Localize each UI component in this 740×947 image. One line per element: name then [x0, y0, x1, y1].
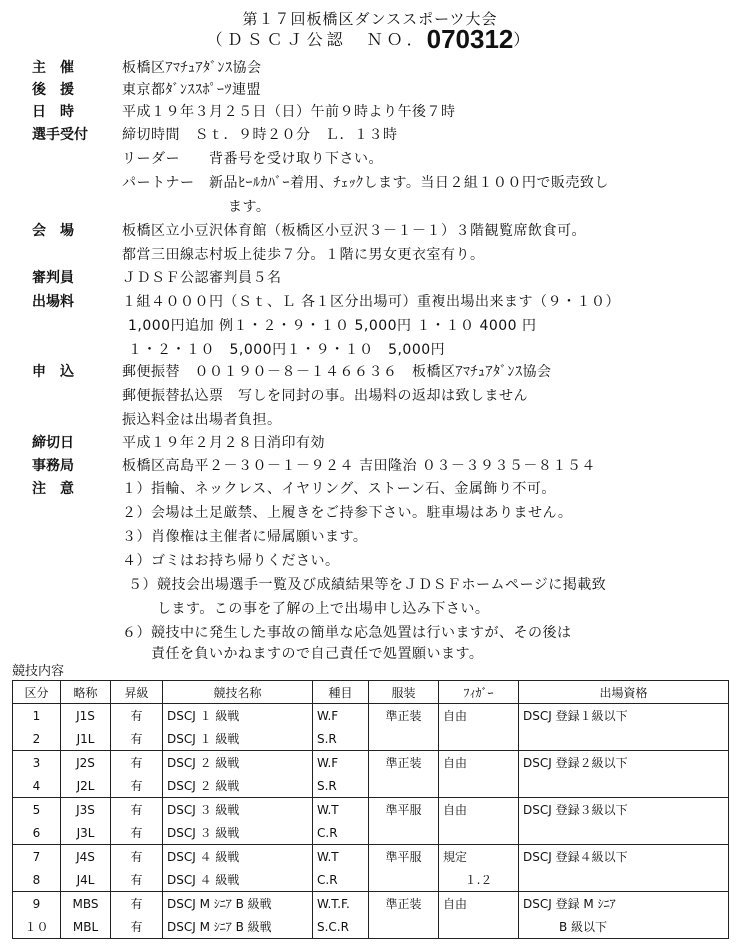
cell-code: J1S — [61, 704, 111, 728]
info-venue-line: 板橋区立小豆沢体育館（板橋区小豆沢３－１－１）３階観覧席飲食可。 — [122, 223, 586, 239]
cell-eligibility — [519, 821, 729, 845]
cell-eligibility — [519, 727, 729, 751]
cell-figure: 自由 — [439, 798, 519, 822]
competition-table — [12, 680, 729, 939]
cell-eligibility: DSCJ 登録 M ｼﾆｱ — [519, 892, 729, 916]
info-fee-line: 1,000円追加 例１・２・９・１０ 5,000円 １・１０ 4000 円 — [128, 318, 537, 334]
cell-attire — [369, 821, 439, 845]
cell-division: 4 — [13, 774, 61, 798]
info-label-sponsor: 後 援 — [32, 82, 74, 98]
cell-code: J4L — [61, 868, 111, 892]
subtitle-suffix: ） — [513, 30, 534, 49]
table-row — [13, 774, 729, 798]
cell-code: J3L — [61, 821, 111, 845]
cell-figure: １.２ — [439, 868, 519, 892]
info-fee-line: １組４０００円（Ｓｔ、Ｌ 各１区分出場可）重複出場出来ます（９・１０） — [122, 294, 620, 310]
cell-division: 1 — [13, 704, 61, 728]
cell-attire: 準平服 — [369, 798, 439, 822]
cell-name: DSCJ １ 級戦 — [163, 704, 313, 728]
cell-name: DSCJ ３ 級戦 — [163, 821, 313, 845]
table-row — [13, 704, 729, 728]
cell-division: 7 — [13, 845, 61, 869]
cell-figure — [439, 774, 519, 798]
info-label-organizer: 主 催 — [32, 60, 74, 76]
subtitle-prefix: （ＤＳＣＪ公認 ＮＯ． — [206, 30, 427, 49]
cell-division: 8 — [13, 868, 61, 892]
cell-code: J2L — [61, 774, 111, 798]
col-header: ﾌｨｶﾞｰ — [439, 681, 519, 704]
cell-promotion: 有 — [111, 892, 163, 916]
cell-name: DSCJ １ 級戦 — [163, 727, 313, 751]
col-header: 区分 — [13, 681, 61, 704]
cell-events: S.C.R — [313, 915, 369, 939]
cell-promotion: 有 — [111, 845, 163, 869]
info-label-fee: 出場料 — [32, 294, 74, 310]
info-label-office: 事務局 — [32, 458, 74, 474]
info-note-line: ４）ゴミはお持ち帰りください。 — [122, 553, 340, 569]
info-sponsor: 東京都ﾀﾞﾝｽｽﾎﾟｰﾂ連盟 — [122, 82, 261, 98]
info-deadline: 平成１９年２月２８日消印有効 — [122, 435, 325, 451]
info-application-line: 振込料金は出場者負担。 — [122, 412, 282, 428]
info-organizer: 板橋区ｱﾏﾁｭｱﾀﾞﾝｽ協会 — [122, 60, 262, 76]
cell-figure — [439, 915, 519, 939]
info-reception-line: ます。 — [228, 199, 271, 215]
info-datetime: 平成１９年３月２５日（日）午前９時より午後７時 — [122, 104, 456, 120]
cell-attire: 準正装 — [369, 704, 439, 728]
cell-name: DSCJ M ｼﾆｱ B 級戦 — [163, 915, 313, 939]
info-label-deadline: 締切日 — [32, 435, 74, 451]
info-label-venue: 会 場 — [32, 223, 74, 239]
info-note-line: ５）競技会出場選手一覧及び成績結果等をＪＤＳＦホームページに掲載致 — [128, 577, 607, 593]
cell-events: C.R — [313, 868, 369, 892]
cell-division: 3 — [13, 751, 61, 775]
cell-promotion: 有 — [111, 727, 163, 751]
table-row — [13, 915, 729, 939]
info-note-line: ３）肖像権は主催者に帰属願います。 — [122, 529, 368, 545]
cell-code: J2S — [61, 751, 111, 775]
table-row — [13, 727, 729, 751]
table-row — [13, 821, 729, 845]
cell-attire — [369, 868, 439, 892]
col-header: 競技名称 — [163, 681, 313, 704]
info-note-line: します。この事を了解の上で出場申し込み下さい。 — [128, 601, 490, 617]
cell-code: J4S — [61, 845, 111, 869]
certification-number: 070312 — [426, 24, 514, 54]
cell-events: W.T — [313, 845, 369, 869]
cell-code: J3S — [61, 798, 111, 822]
cell-figure — [439, 821, 519, 845]
cell-name: DSCJ ３ 級戦 — [163, 798, 313, 822]
info-label-application: 申 込 — [32, 364, 74, 380]
cell-events: S.R — [313, 774, 369, 798]
cell-promotion: 有 — [111, 821, 163, 845]
cell-name: DSCJ ４ 級戦 — [163, 845, 313, 869]
cell-name: DSCJ ２ 級戦 — [163, 774, 313, 798]
table-row — [13, 751, 729, 775]
table-row — [13, 868, 729, 892]
cell-eligibility: B 級以下 — [519, 915, 729, 939]
cell-events: W.T.F. — [313, 892, 369, 916]
cell-eligibility: DSCJ 登録１級以下 — [519, 704, 729, 728]
col-header: 服装 — [369, 681, 439, 704]
cell-figure: 規定 — [439, 845, 519, 869]
cell-promotion: 有 — [111, 774, 163, 798]
info-note-line: ２）会場は土足厳禁、上履きをご持参下さい。駐車場はありません。 — [122, 505, 573, 521]
cell-attire: 準正装 — [369, 892, 439, 916]
col-header: 出場資格 — [519, 681, 729, 704]
cell-promotion: 有 — [111, 798, 163, 822]
cell-eligibility: DSCJ 登録２級以下 — [519, 751, 729, 775]
page-title: 第１７回板橋区ダンススポーツ大会 — [242, 10, 498, 28]
cell-attire: 準平服 — [369, 845, 439, 869]
cell-events: S.R — [313, 727, 369, 751]
cell-name: DSCJ ２ 級戦 — [163, 751, 313, 775]
cell-attire — [369, 727, 439, 751]
cell-events: W.F — [313, 704, 369, 728]
cell-figure: 自由 — [439, 892, 519, 916]
cell-eligibility: DSCJ 登録３級以下 — [519, 798, 729, 822]
info-note-line: ６）競技中に発生した事故の簡単な応急処置は行いますが、その後は — [122, 625, 572, 641]
competition-section-title: 競技内容 — [12, 664, 65, 679]
cell-division: 5 — [13, 798, 61, 822]
table-row — [13, 798, 729, 822]
cell-division: １０ — [13, 915, 61, 939]
cell-name: DSCJ ４ 級戦 — [163, 868, 313, 892]
info-label-datetime: 日 時 — [32, 104, 74, 120]
cell-events: W.F — [313, 751, 369, 775]
col-header: 略称 — [61, 681, 111, 704]
info-label-reception: 選手受付 — [32, 127, 88, 143]
info-note-line: １）指輪、ネックレス、イヤリング、ストーン石、金属飾り不可。 — [122, 481, 556, 497]
info-fee-line: １・２・１０ 5,000円１・９・１０ 5,000円 — [128, 342, 446, 358]
col-header: 昇級 — [111, 681, 163, 704]
info-label-notes: 注 意 — [32, 481, 74, 497]
cell-figure: 自由 — [439, 704, 519, 728]
info-reception-line: パートナー 新品ﾋｰﾙｶﾊﾞｰ着用、ﾁｪｯｸします。当日２組１００円で販売致し — [122, 175, 609, 191]
cell-figure: 自由 — [439, 751, 519, 775]
cell-name: DSCJ M ｼﾆｱ B 級戦 — [163, 892, 313, 916]
cell-division: 2 — [13, 727, 61, 751]
info-application-line: 郵便振替払込票 写しを同封の事。出場料の返却は致しません — [122, 388, 528, 404]
cell-attire — [369, 915, 439, 939]
cell-events: C.R — [313, 821, 369, 845]
cell-attire — [369, 774, 439, 798]
info-reception-line: リーダー 背番号を受け取り下さい。 — [122, 151, 383, 167]
table-header-row — [13, 681, 729, 704]
cell-figure — [439, 727, 519, 751]
cell-eligibility — [519, 774, 729, 798]
info-venue-line: 都営三田線志村坂上徒歩７分。１階に男女更衣室有り。 — [122, 247, 485, 263]
cell-promotion: 有 — [111, 751, 163, 775]
cell-promotion: 有 — [111, 915, 163, 939]
cell-division: 9 — [13, 892, 61, 916]
table-row — [13, 845, 729, 869]
table-row — [13, 892, 729, 916]
cell-events: W.T — [313, 798, 369, 822]
cell-attire: 準正装 — [369, 751, 439, 775]
cell-code: MBL — [61, 915, 111, 939]
cell-eligibility — [519, 868, 729, 892]
cell-code: J1L — [61, 727, 111, 751]
cell-code: MBS — [61, 892, 111, 916]
info-application-line: 郵便振替 ００１９０－８－１４６６３６ 板橋区ｱﾏﾁｭｱﾀﾞﾝｽ協会 — [122, 364, 552, 380]
info-judges: ＪＤＳＦ公認審判員５名 — [122, 270, 282, 286]
cell-division: 6 — [13, 821, 61, 845]
info-office: 板橋区高島平２－３０－１－９２４ 吉田隆治 ０３－３９３５－８１５４ — [122, 458, 596, 474]
cell-eligibility: DSCJ 登録４級以下 — [519, 845, 729, 869]
col-header: 種目 — [313, 681, 369, 704]
cell-promotion: 有 — [111, 868, 163, 892]
info-note-line: 責任を負いかねますので自己責任で処置願います。 — [122, 646, 484, 662]
info-label-judges: 審判員 — [32, 270, 74, 286]
info-reception-line: 締切時間 Ｓｔ．９時２０分 Ｌ．１３時 — [122, 127, 398, 143]
cell-promotion: 有 — [111, 704, 163, 728]
